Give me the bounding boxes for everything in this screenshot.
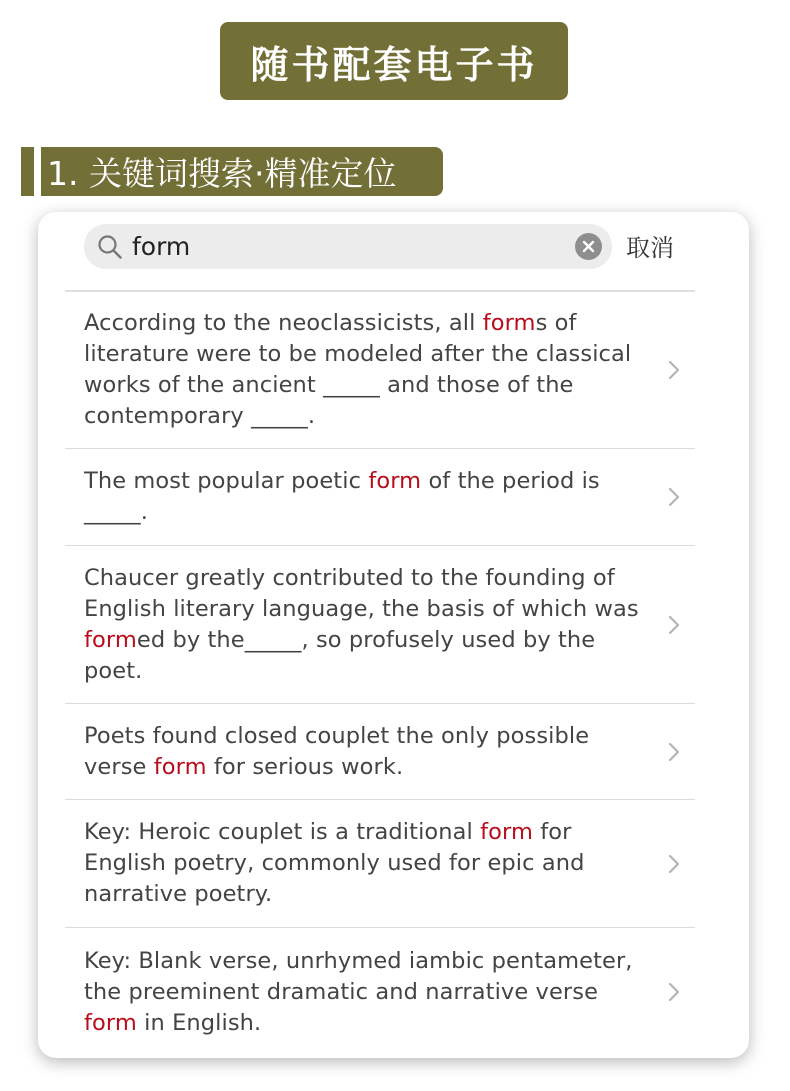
result-text: [65, 308, 654, 432]
result-text-segment: Key: Heroic couplet is a traditional: [84, 819, 481, 845]
result-text-segment: for English poetry, commonly used for epic and narrative poetry.: [84, 819, 585, 907]
result-text-segment: s of literature were to be modeled after the classical works of the ancient _____ and those of the contemporary _____.: [84, 310, 632, 429]
search-result-item[interactable]: [65, 704, 695, 800]
search-result-item[interactable]: [65, 928, 695, 1056]
ebook-title: 随书配套电子书: [250, 42, 538, 87]
chevron-right-icon: [667, 853, 681, 875]
search-result-item[interactable]: [65, 546, 695, 704]
result-text-segment: for serious work.: [206, 753, 404, 780]
result-text: [65, 946, 654, 1039]
result-text-segment: Chaucer greatly contributed to the founding of English literary language, the basis of which was: [84, 564, 639, 622]
keyword-highlight: form: [368, 468, 422, 494]
result-text-segment: in English.: [136, 1009, 262, 1036]
search-result-item[interactable]: [65, 449, 695, 546]
section-accent-bar: [21, 147, 34, 196]
section-heading: [41, 147, 443, 196]
result-text: [65, 466, 654, 528]
clear-icon[interactable]: [575, 233, 602, 260]
section-heading-text: 1. 关键词搜索·精准定位: [47, 154, 397, 193]
search-icon: [96, 233, 124, 261]
chevron-right-icon: [667, 981, 681, 1003]
result-text: [65, 563, 654, 687]
keyword-highlight: form: [480, 819, 534, 845]
keyword-highlight: form: [482, 310, 536, 336]
result-text-segment: Key: Blank verse, unrhymed iambic pentameter, the preeminent dramatic and narrative verse: [84, 947, 633, 1005]
result-text-segment: Poets found closed couplet the only possible verse: [84, 722, 590, 780]
keyword-highlight: form: [84, 626, 137, 653]
ebook-title-banner: [220, 22, 568, 100]
result-text: [65, 721, 654, 783]
chevron-right-icon: [667, 614, 681, 636]
cancel-button[interactable]: 取消: [626, 234, 674, 262]
chevron-right-icon: [667, 486, 681, 508]
search-panel: [38, 212, 749, 1058]
result-text-segment: ed by the_____, so profusely used by the poet.: [84, 626, 596, 684]
keyword-highlight: form: [84, 1009, 137, 1036]
search-input[interactable]: [132, 232, 562, 261]
chevron-right-icon: [667, 741, 681, 763]
keyword-highlight: form: [153, 753, 207, 780]
search-bar[interactable]: [84, 224, 612, 269]
search-result-item[interactable]: [65, 292, 695, 449]
chevron-right-icon: [667, 359, 681, 381]
search-result-item[interactable]: [65, 800, 695, 928]
result-text-segment: of the period is _____.: [84, 468, 600, 525]
result-text-segment: According to the neoclassicists, all: [84, 310, 483, 336]
search-result-list: [65, 292, 695, 1056]
result-text-segment: The most popular poetic: [84, 468, 369, 494]
result-text: [65, 817, 654, 910]
